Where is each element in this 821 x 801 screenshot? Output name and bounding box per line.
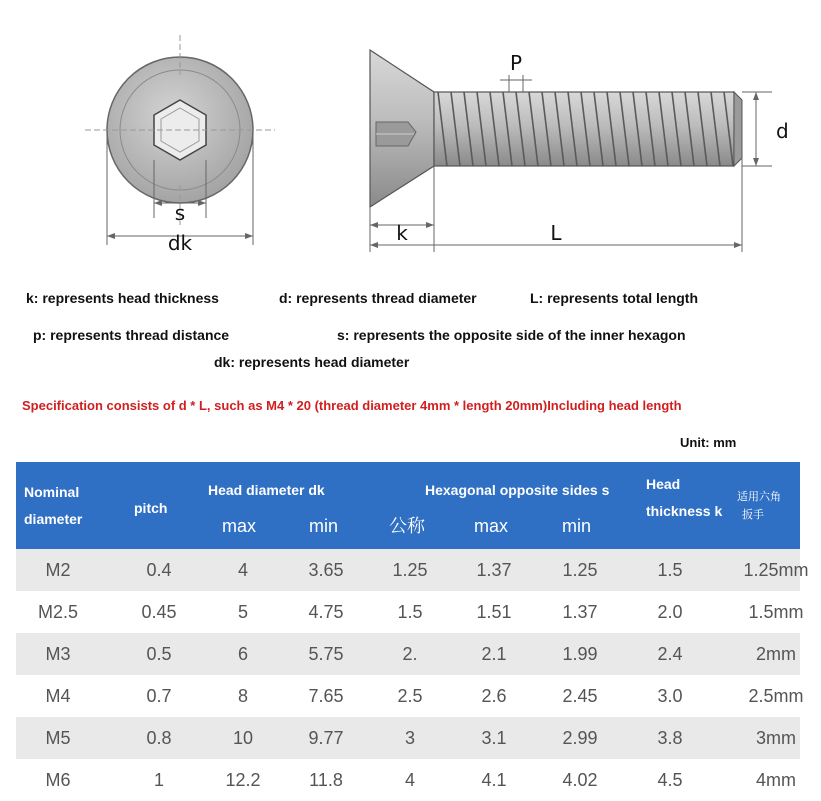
cell-hex-nominal: 1.25 [392,560,428,580]
cell-nominal-diameter: M2.5 [37,602,79,622]
cell-head-dia-min: 3.65 [308,560,344,580]
cell-head-thickness: 1.5 [657,560,683,580]
cell-hex-min: 4.02 [562,770,598,790]
unit-label: Unit: mm [680,435,737,450]
cell-hex-min: 2.99 [562,728,598,748]
cell-nominal-diameter: M6 [45,770,71,790]
cell-wrench-size: 1.25mm [743,560,809,580]
spec-note: Specification consists of d * L, such as M4 * 20 (thread diameter 4mm * length 20mm)Including head length [22,398,682,413]
cell-head-dia-min: 11.8 [309,770,343,790]
cell-head-dia-min: 9.77 [308,728,344,748]
table-body [16,549,809,801]
cell-pitch: 0.7 [146,686,172,706]
legend-dk: dk: represents head diameter [214,354,410,370]
cell-nominal-diameter: M4 [45,686,71,706]
legend-p: p: represents thread distance [33,327,230,343]
th-wrench-1: 适用六角 [737,491,781,503]
cell-hex-nominal: 1.5 [397,602,423,622]
cell-head-dia-max: 10 [232,728,254,748]
th-head-thickness-1: Head [646,476,681,492]
th-nominal-2: diameter [24,511,83,527]
cell-hex-min: 1.99 [562,644,598,664]
cell-pitch: 0.4 [146,560,172,580]
cell-head-thickness: 2.4 [657,644,683,664]
th-hex-min: min [562,516,592,536]
cell-wrench-size: 1.5mm [748,602,804,622]
cell-pitch: 1 [153,770,164,790]
cell-head-dia-min: 4.75 [308,602,344,622]
screw-side-view [370,50,789,252]
cell-hex-max: 1.51 [476,602,512,622]
cell-nominal-diameter: M5 [45,728,71,748]
cell-head-thickness: 3.8 [657,728,683,748]
legend-s: s: represents the opposite side of the inner hexagon [337,327,686,343]
table-row [16,591,804,633]
cell-pitch: 0.5 [146,644,172,664]
cell-head-dia-max: 6 [237,644,248,664]
cell-hex-max: 1.37 [476,560,512,580]
th-pitch: pitch [134,500,168,516]
cell-hex-min: 2.45 [562,686,598,706]
legend-d: d: represents thread diameter [279,290,477,306]
cell-head-thickness: 3.0 [657,686,683,706]
cell-hex-max: 4.1 [481,770,507,790]
table-row [16,759,800,801]
table-row [16,549,809,591]
label-dk: dk [167,231,193,255]
cell-hex-min: 1.37 [562,602,598,622]
cell-hex-nominal: 2.5 [397,686,423,706]
th-wrench-2: 扳手 [742,509,764,521]
cell-hex-max: 2.6 [481,686,507,706]
th-hex-max: max [474,516,509,536]
cell-head-dia-max: 5 [237,602,248,622]
th-head-thickness-2: thickness k [646,503,723,519]
label-L: L [550,221,562,245]
head-top-view [85,35,275,255]
th-hex-nominal: 公称 [389,516,425,536]
label-k: k [396,221,408,245]
table-header [16,462,800,549]
table-row [16,675,804,717]
cell-head-dia-max: 8 [237,686,248,706]
cell-hex-nominal: 3 [404,728,415,748]
cell-hex-nominal: 2. [402,644,418,664]
legend-L: L: represents total length [530,290,699,306]
th-nominal-1: Nominal [24,484,80,500]
cell-head-thickness: 2.0 [657,602,683,622]
cell-pitch: 0.45 [141,602,177,622]
label-d: d [776,119,789,143]
cell-head-dia-min: 7.65 [308,686,344,706]
th-head-diameter: Head diameter dk [208,482,325,498]
screw-diagram [0,0,800,260]
cell-head-dia-max: 12.2 [225,770,261,790]
cell-wrench-size: 2.5mm [748,686,804,706]
legend-k: k: represents head thickness [26,290,219,306]
label-s: s [174,201,186,225]
cell-hex-min: 1.25 [562,560,598,580]
cell-head-thickness: 4.5 [657,770,683,790]
cell-hex-nominal: 4 [404,770,415,790]
cell-wrench-size: 3mm [756,728,796,748]
cell-nominal-diameter: M2 [45,560,71,580]
cell-pitch: 0.8 [146,728,172,748]
th-head-diameter-max: max [222,516,257,536]
cell-nominal-diameter: M3 [45,644,71,664]
cell-wrench-size: 2mm [756,644,796,664]
cell-hex-max: 3.1 [481,728,507,748]
cell-head-dia-max: 4 [237,560,248,580]
cell-head-dia-min: 5.75 [308,644,344,664]
cell-wrench-size: 4mm [756,770,796,790]
table-row [16,717,800,759]
th-hex-sides: Hexagonal opposite sides s [425,482,610,498]
table-row [16,633,800,675]
label-p: P [509,51,523,75]
th-head-diameter-min: min [309,516,339,536]
cell-hex-max: 2.1 [481,644,507,664]
